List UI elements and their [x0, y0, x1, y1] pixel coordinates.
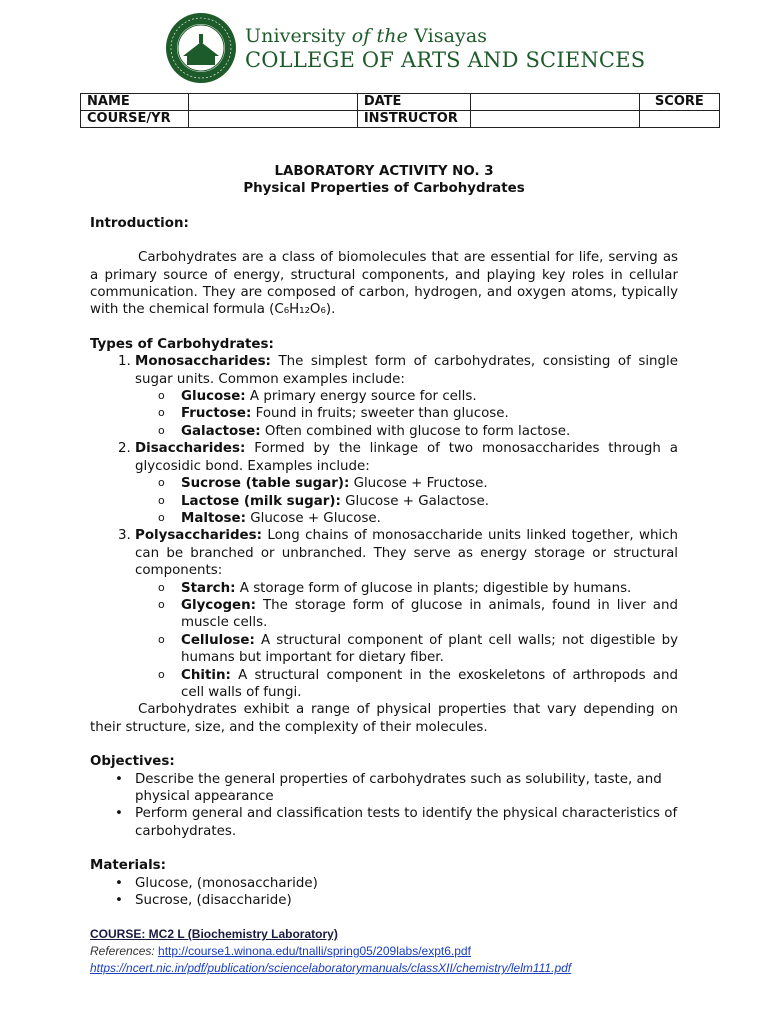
list-item: o Galactose: Often combined with glucose to form lactose.: [181, 423, 678, 440]
document-body: [90, 163, 678, 909]
list-item: • Perform general and classification tests to identify the physical characteristics of carbohydrates.: [135, 805, 678, 840]
activity-title: LABORATORY ACTIVITY NO. 3: [274, 164, 494, 179]
course-label: COURSE/YR: [81, 111, 189, 128]
types-summary: Carbohydrates exhibit a range of physical properties that vary depending on their structure, size, and the complexity of their molecules.: [90, 702, 678, 735]
list-item: 3. Polysaccharides: Long chains of monosaccharide units linked together, which can be branched or unbranched. They serve as energy storage or structural components: o Starch: A storage form of glucose in plants; digestible by humans. o Glycogen: The storage form of glucose in animals, found in liver and muscle cells. o Cellulose: A structural component of plant cell walls; not digestible by humans but important for dietary fiber. o Chitin: A structural component in the exoskeletons of arthropods and cell walls of fungi.: [135, 527, 678, 701]
types-list: [90, 353, 678, 701]
list-item: o Glucose: A primary energy source for cells.: [181, 388, 678, 405]
reference-link-2[interactable]: https://ncert.nic.in/pdf/publication/sciencelaboratorymanuals/classXII/chemistry/lelm111.pdf: [90, 961, 572, 975]
reference-link-1[interactable]: http://course1.winona.edu/tnalli/spring05/209labs/expt6.pdf: [158, 944, 471, 958]
objectives-list: [90, 771, 678, 841]
list-item: o Sucrose (table sugar): Glucose + Fructose.: [181, 475, 678, 492]
list-item: • Glucose, (monosaccharide): [135, 875, 678, 892]
letterhead: [165, 12, 646, 84]
table-row: [81, 94, 720, 111]
activity-subtitle: Physical Properties of Carbohydrates: [243, 181, 525, 197]
page-footer: [90, 926, 730, 977]
instructor-label: INSTRUCTOR: [357, 111, 470, 128]
list-item: o Fructose: Found in fruits; sweeter than glucose.: [181, 405, 678, 422]
university-seal-icon: [165, 12, 237, 84]
score-field[interactable]: [639, 111, 719, 128]
name-field[interactable]: [189, 94, 358, 111]
list-item: o Chitin: A structural component in the exoskeletons of arthropods and cell walls of fungi.: [181, 667, 678, 702]
list-item: 1. Monosaccharides: The simplest form of carbohydrates, consisting of single sugar units. Common examples include: o Glucose: A primary energy source for cells. o Fructose: Found in fruits; sweeter than glucose. o Galactose: Often combined with glucose to form lactose.: [135, 353, 678, 440]
name-label: NAME: [81, 94, 189, 111]
list-item: 2. Disaccharides: Formed by the linkage of two monosaccharides through a glycosidic bond. Examples include: o Sucrose (table sugar): Glucose + Fructose. o Lactose (milk sugar): Glucose + Galactose. o Maltose: Glucose + Glucose.: [135, 440, 678, 527]
table-row: [81, 111, 720, 128]
college-name: COLLEGE OF ARTS AND SCIENCES: [245, 48, 646, 72]
objectives-heading: Objectives:: [90, 754, 175, 770]
list-item: • Describe the general properties of carbohydrates such as solubility, taste, and physical appearance: [135, 771, 678, 806]
instructor-field[interactable]: [471, 111, 640, 128]
list-item: o Starch: A storage form of glucose in plants; digestible by humans.: [181, 580, 678, 597]
intro-paragraph: Carbohydrates are a class of biomolecules that are essential for life, serving as a primary source of energy, structural components, and playing key roles in cellular communication. They are composed of carbon, hydrogen, and oxygen atoms, typically with the chemical formula (C₆H₁₂O₆).: [90, 250, 678, 318]
student-info-table: [80, 93, 720, 128]
references-label: References:: [90, 944, 159, 958]
university-name: University of the Visayas: [245, 25, 488, 47]
date-field[interactable]: [471, 94, 640, 111]
examples-list: [135, 580, 678, 702]
materials-list: [90, 875, 678, 910]
list-item: o Cellulose: A structural component of plant cell walls; not digestible by humans but important for dietary fiber.: [181, 632, 678, 667]
course-code: COURSE: MC2 L (Biochemistry Laboratory): [90, 927, 338, 941]
list-item: o Lactose (milk sugar): Glucose + Galactose.: [181, 493, 678, 510]
types-heading: Types of Carbohydrates:: [90, 336, 274, 352]
list-item: o Maltose: Glucose + Glucose.: [181, 510, 678, 527]
date-label: DATE: [357, 94, 470, 111]
examples-list: [135, 388, 678, 440]
examples-list: [135, 475, 678, 527]
materials-heading: Materials:: [90, 858, 166, 874]
intro-heading: Introduction:: [90, 215, 189, 231]
score-label: SCORE: [639, 94, 719, 111]
course-field[interactable]: [189, 111, 358, 128]
list-item: o Glycogen: The storage form of glucose in animals, found in liver and muscle cells.: [181, 597, 678, 632]
list-item: • Sucrose, (disaccharide): [135, 892, 678, 909]
